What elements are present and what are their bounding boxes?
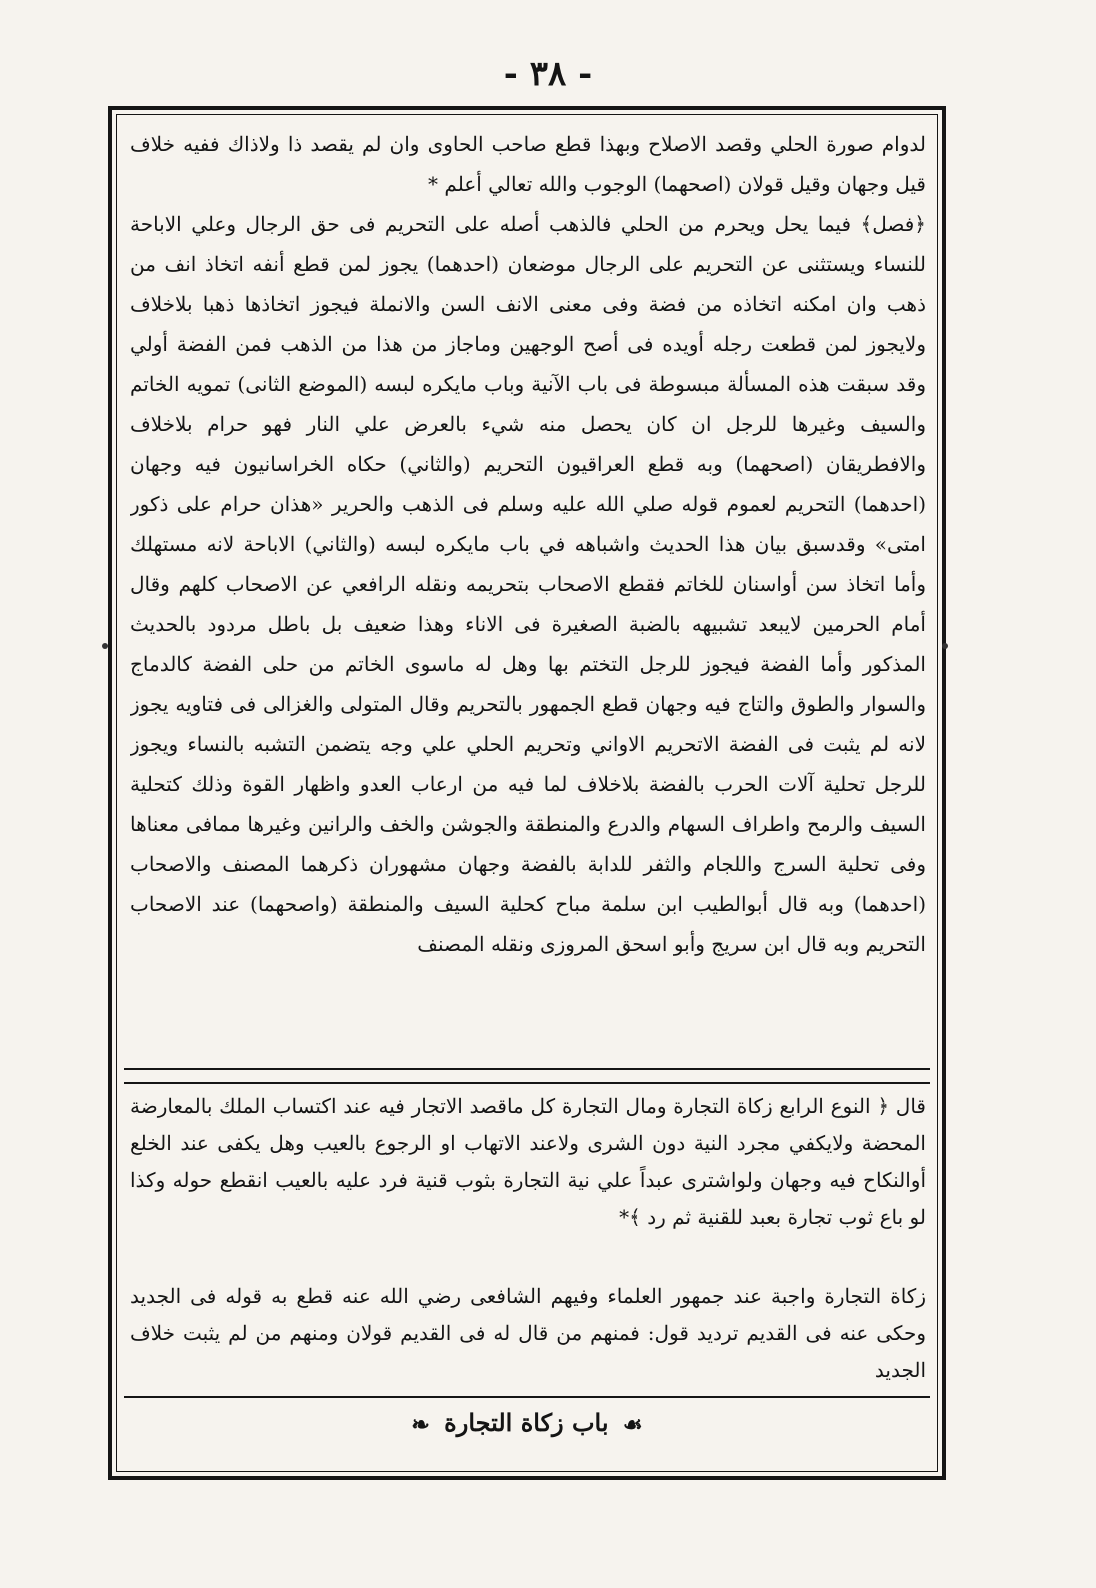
chapter-heading <box>124 1408 930 1438</box>
chapter-divider <box>124 1396 930 1398</box>
margin-dot-left <box>102 643 108 649</box>
ornament-left-icon: ❧ <box>411 1411 430 1438</box>
section-divider-top <box>124 1068 930 1070</box>
matn-section <box>130 1088 926 1268</box>
commentary-paragraph-1: لدوام صورة الحلي وقصد الاصلاح وبهذا قطع صاحب الحاوى وان لم يقصد ذا ولاذاك ففيه خلاف قيل وجهان وقيل قولان (اصحهما) الوجوب والله تعالي أعلم * <box>130 132 926 196</box>
section-divider-bottom <box>124 1082 930 1084</box>
sharh-section <box>130 1278 926 1390</box>
matn-text: قال ﴿ النوع الرابع زكاة التجارة ومال التجارة كل ماقصد الاتجار فيه عند اكتساب الملك بالمعارضة المحضة ولايكفي مجرد النية دون الشرى ولاعند الاتهاب او الرجوع بالعيب وهل يكفى عند الخلع أوالنكاح فيه وجهان ولواشترى عبداً علي نية التجارة بثوب قنية فرد عليه بالعيب انقطع حوله وكذا لو باع ثوب تجارة بعبد للقنية ثم رد ﴾* <box>130 1094 926 1229</box>
ornament-right-icon: ☙ <box>622 1411 643 1438</box>
page-number: - ٣٨ - <box>503 54 593 94</box>
sharh-text: زكاة التجارة واجبة عند جمهور العلماء وفيهم الشافعى رضي الله عنه قطع به قوله فى الجديد وحكى عنه فى القديم ترديد قول: فمنهم من قال له فى القديم قولان ومنهم من لم يثبت خلاف الجديد <box>130 1284 926 1382</box>
commentary-section <box>130 124 926 1064</box>
margin-dot-right <box>942 643 948 649</box>
chapter-title: باب زكاة التجارة <box>444 1408 609 1437</box>
commentary-paragraph-2: ﴿فصل﴾ فيما يحل ويحرم من الحلي فالذهب أصله على التحريم فى حق الرجال وعلي الاباحة للنساء ويستثنى عن التحريم على الرجال موضعان (احدهما) يجوز لمن قطع أنفه اتخاذ انف من ذهب وان امكنه اتخاذه من فضة وفى معنى الانف السن والانملة فيجوز اتخاذها ذهبا بلاخلاف ولايجوز لمن قطعت رجله أويده فى أصح الوجهين وماجاز من هذا من الذهب فمن الفضة أولي وقد سبقت هذه المسألة مبسوطة فى باب الآنية وباب مايكره لبسه (الموضع الثانى) تمويه الخاتم والسيف وغيرها للرجل ان كان يحصل منه شيء بالعرض علي النار فهو حرام بلاخلاف والافطريقان (اصحهما) وبه قطع العراقيون التحريم (والثاني) حكاه الخراسانيون فيه وجهان (احدهما) التحريم لعموم قوله صلي الله عليه وسلم فى الذهب والحرير «هذان حرام على ذكور امتى» وقدسبق بيان هذا الحديث واشباهه في باب مايكره لبسه (والثاني) الاباحة لانه مستهلك وأما اتخاذ سن أواسنان للخاتم فقطع الاصحاب بتحريمه ونقله الرافعي عن الاصحاب كلهم وقال أمام الحرمين لايبعد تشبيهه بالضبة الصغيرة فى الاناء وهذا ضعيف بل باطل مردود بالحديث المذكور وأما الفضة فيجوز للرجل التختم بها وهل له ماسوى الخاتم من حلى الفضة كالدماج والسوار والطوق والتاج فيه وجهان قطع الجمهور بالتحريم وقال المتولى والغزالى فى فتاويه يجوز لانه لم يثبت فى الفضة الاتحريم الاواني وتحريم الحلي علي وجه يتضمن التشبه بالنساء ويجوز للرجل تحلية آلات الحرب بالفضة بلاخلاف لما فيه من ارعاب العدو واظهار القوة وذلك كتحلية السيف والرمح واطراف السهام والدرع والمنطقة والجوشن والخف والرانين وغيرها ممافى معناها وفى تحلية السرج واللجام والثفر للدابة بالفضة وجهان مشهوران ذكرهما المصنف والاصحاب (احدهما) وبه قال أبوالطيب ابن سلمة مباح كحلية السيف والمنطقة (واصحهما) عند الاصحاب التحريم وبه قال ابن سريج وأبو اسحق المروزى ونقله المصنف <box>130 212 926 956</box>
